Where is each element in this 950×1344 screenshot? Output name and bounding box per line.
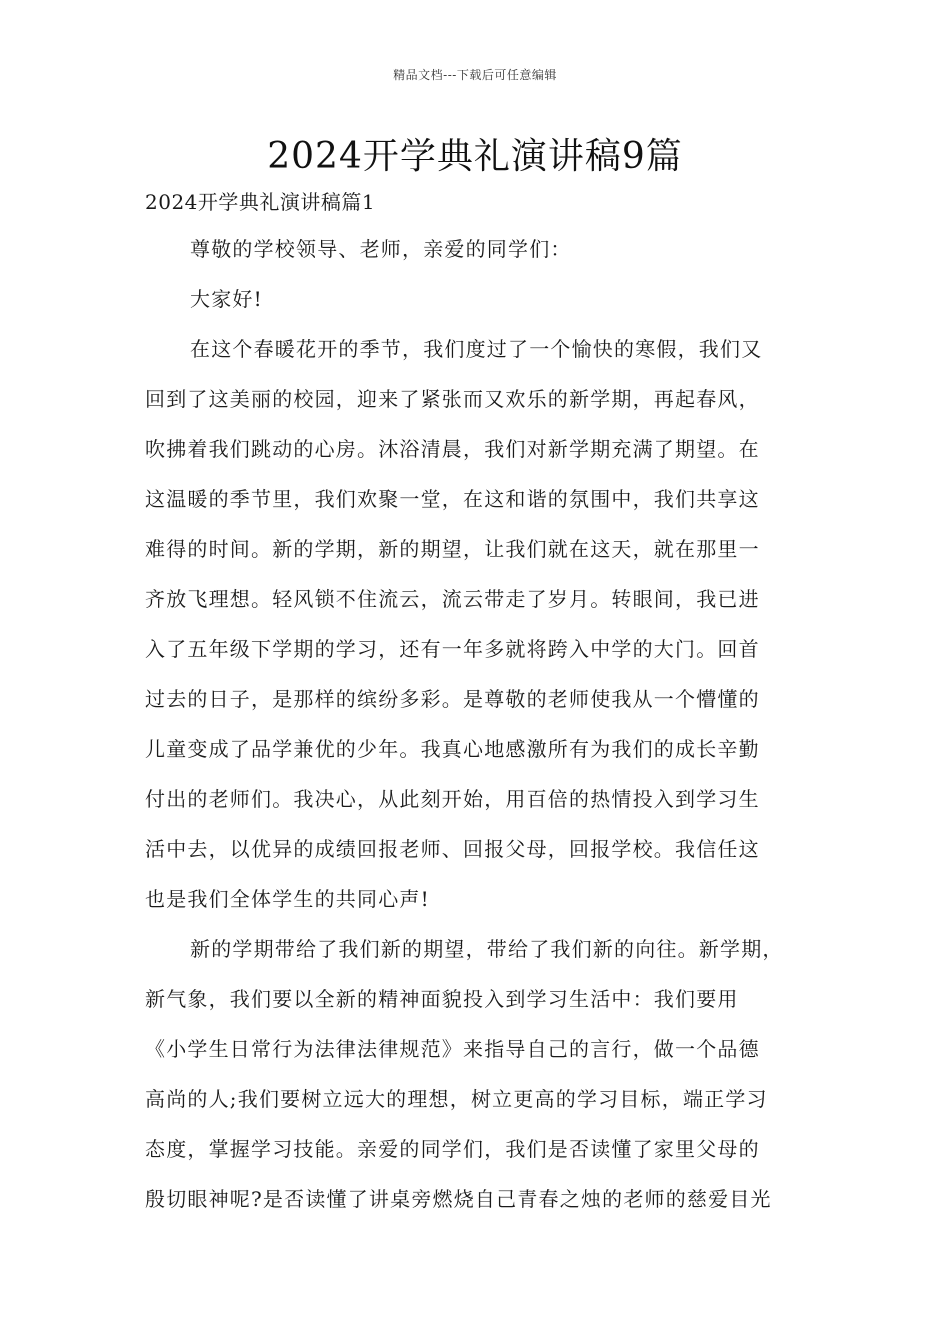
paragraph-line: 入了五年级下学期的学习，还有一年多就将跨入中学的大门。回首 [145,637,760,661]
paragraph [145,333,810,933]
paragraph [145,283,810,333]
paragraph-line: 活中去，以优异的成绩回报老师、回报父母，回报学校。我信任这 [145,837,760,861]
paragraph-line: 新的学期带给了我们新的期望，带给了我们新的向往。新学期， [190,937,784,961]
paragraph [145,933,810,1233]
paragraph-line: 殷切眼神呢?是否读懂了讲桌旁燃烧自己青春之烛的老师的慈爱目光 [145,1187,772,1211]
section-heading: 2024开学典礼演讲稿篇1 [145,190,376,214]
paragraph-line: 付出的老师们。我决心，从此刻开始，用百倍的热情投入到学习生 [145,787,760,811]
paragraph-line: 齐放飞理想。轻风锁不住流云，流云带走了岁月。转眼间，我已进 [145,587,760,611]
paragraph-line: 回到了这美丽的校园，迎来了紧张而又欢乐的新学期，再起春风， [145,387,760,411]
paragraph-line: 《小学生日常行为法律法律规范》来指导自己的言行，做一个品德 [145,1037,760,1061]
header-note: 精品文档---下载后可任意编辑 [393,68,557,82]
paragraph-line: 这温暖的季节里，我们欢聚一堂，在这和谐的氛围中，我们共享这 [145,487,760,511]
paragraph-line: 尊敬的学校领导、老师，亲爱的同学们： [190,237,572,261]
paragraph-line: 在这个春暖花开的季节，我们度过了一个愉快的寒假，我们又 [190,337,763,361]
paragraph-line: 儿童变成了品学兼优的少年。我真心地感激所有为我们的成长辛勤 [145,737,760,761]
document-body [145,233,810,1233]
paragraph-line: 也是我们全体学生的共同心声! [145,887,430,911]
paragraph-line: 新气象，我们要以全新的精神面貌投入到学习生活中：我们要用 [145,987,739,1011]
paragraph-line: 难得的时间。新的学期，新的期望，让我们就在这天，就在那里一 [145,537,760,561]
paragraph-line: 过去的日子，是那样的缤纷多彩。是尊敬的老师使我从一个懵懂的 [145,687,760,711]
paragraph-line: 态度，掌握学习技能。亲爱的同学们，我们是否读懂了家里父母的 [145,1137,760,1161]
paragraph-line: 大家好! [190,287,263,311]
paragraph [145,233,810,283]
paragraph-line: 吹拂着我们跳动的心房。沐浴清晨，我们对新学期充满了期望。在 [145,437,760,461]
paragraph-line: 高尚的人;我们要树立远大的理想，树立更高的学习目标，端正学习 [145,1087,768,1111]
document-title: 2024开学典礼演讲稿9篇 [267,136,683,177]
